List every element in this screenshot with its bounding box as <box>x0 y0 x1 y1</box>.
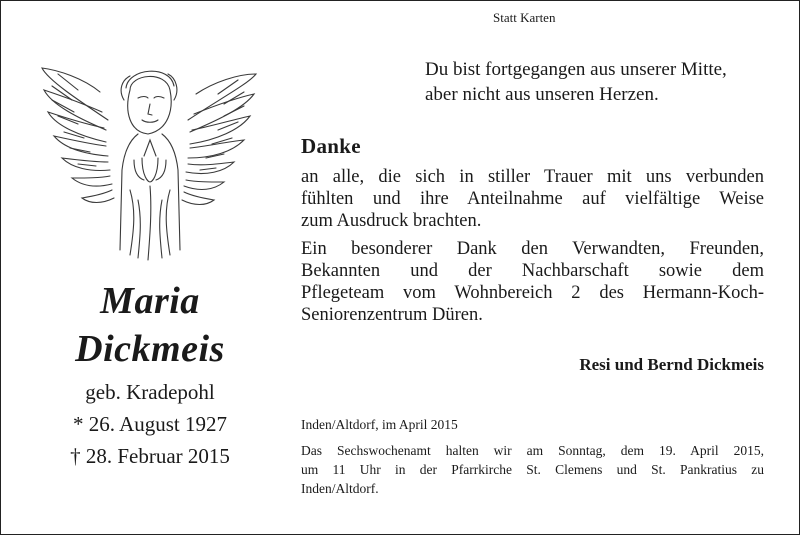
deceased-birth-date: * 26. August 1927 <box>72 412 227 436</box>
signoff: Resi und Bernd Dickmeis <box>579 355 764 374</box>
header-note: Statt Karten <box>493 10 556 25</box>
thanks-line: Pflegeteam vom Wohnbereich 2 des Hermann-Koch- <box>301 283 764 303</box>
verse-line: aber nicht aus unseren Herzen. <box>425 84 659 105</box>
service-line: Inden/Altdorf. <box>301 481 379 496</box>
service-notice <box>301 441 764 498</box>
service-line: Das Sechswochenamt halten wir am Sonntag, dem 19. April 2015, <box>301 443 764 458</box>
thanks-line: Seniorenzentrum Düren. <box>301 305 483 325</box>
thanks-line: Ein besonderer Dank den Verwandten, Freunden, <box>301 239 764 259</box>
deceased-last-name: Dickmeis <box>75 328 225 370</box>
thanks-title: Danke <box>301 134 361 158</box>
thanks-line: zum Ausdruck brachten. <box>301 211 482 231</box>
place-date: Inden/Altdorf, im April 2015 <box>301 417 458 432</box>
thanks-line: Bekannten und der Nachbarschaft sowie dem <box>301 261 764 281</box>
thanks-line: fühlten und ihre Anteilnahme auf vielfältige Weise <box>301 189 764 209</box>
verse-line: Du bist fortgegangen aus unserer Mitte, <box>425 59 727 80</box>
service-line: um 11 Uhr in der Pfarrkirche St. Clemens und St. Pankratius zu <box>301 462 764 477</box>
deceased-born-name: geb. Kradepohl <box>85 380 215 404</box>
thanks-paragraph-2 <box>301 238 764 326</box>
deceased-first-name: Maria <box>100 280 200 322</box>
thanks-paragraph-1 <box>301 166 764 232</box>
verse <box>425 57 727 107</box>
thanks-line: an alle, die sich in stiller Trauer mit uns verbunden <box>301 167 764 187</box>
deceased-death-date: † 28. Februar 2015 <box>70 444 230 468</box>
angel-icon <box>38 60 260 265</box>
